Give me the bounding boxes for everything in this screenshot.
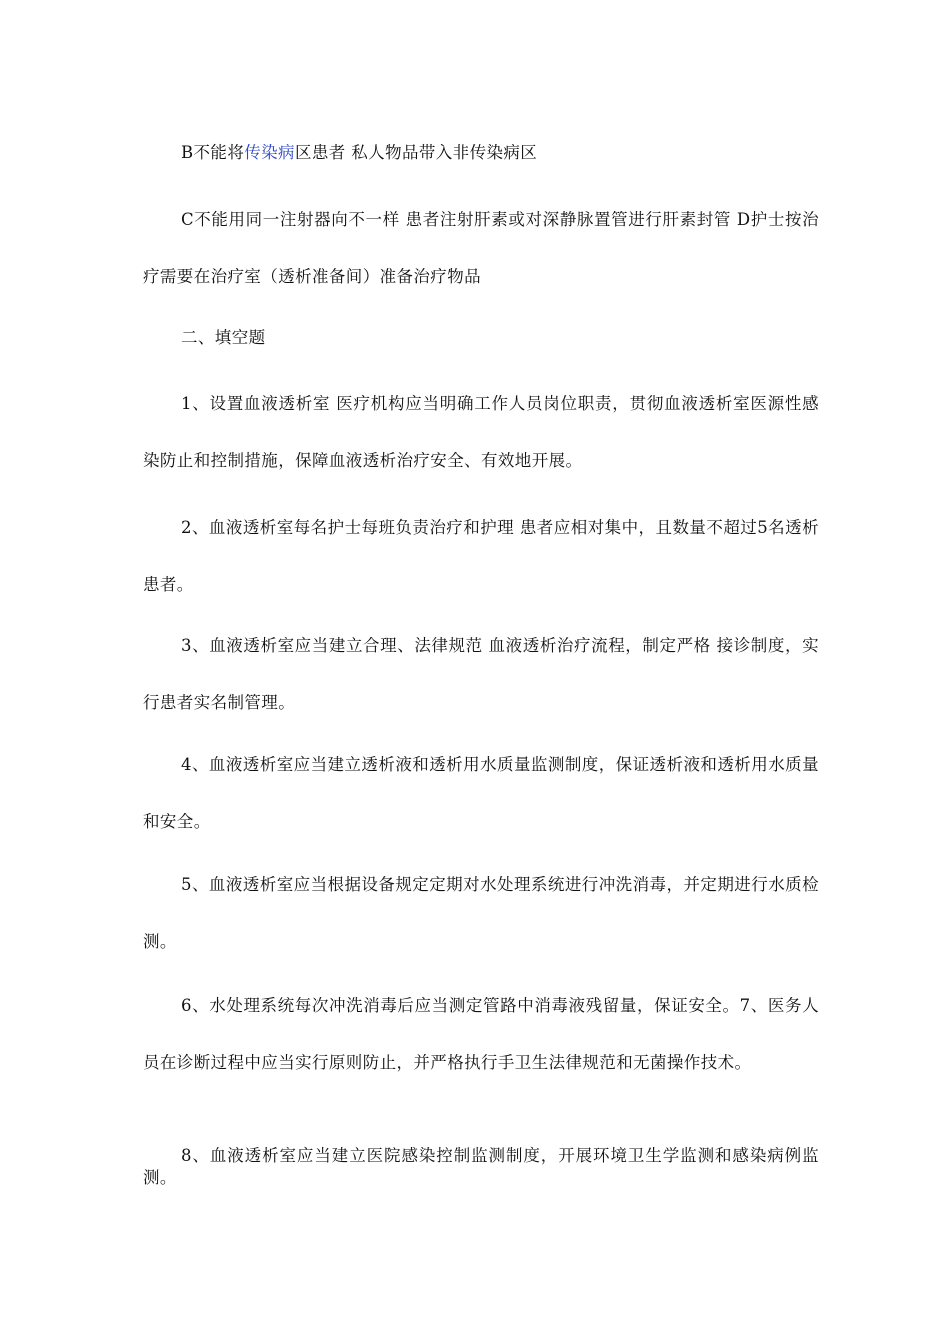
paragraph-c: C不能用同一注射器向不一样 患者注射肝素或对深静脉置管进行肝素封管 D护士按治疗需要在治疗室（透析准备间）准备治疗物品 [143,210,819,286]
item-5: 5、血液透析室应当根据设备规定定期对水处理系统进行冲洗消毒，并定期进行水质检测。 [143,875,819,951]
paragraph-b [143,124,819,181]
item-8: 8、血液透析室应当建立医院感染控制监测制度，开展环境卫生学监测和感染病例监测。 [143,1146,819,1187]
item-2: 2、血液透析室每名护士每班负责治疗和护理 患者应相对集中，且数量不超过5名透析患者。 [143,518,819,594]
section-title: 二、填空题 [181,328,266,347]
item-4: 4、血液透析室应当建立透析液和透析用水质量监测制度，保证透析液和透析用水质量和安全。 [143,755,819,831]
item-6-7: 6、水处理系统每次冲洗消毒后应当测定管路中消毒液残留量，保证安全。7、医务人员在诊断过程中应当实行原则防止，并严格执行手卫生法律规范和无菌操作技术。 [143,996,819,1072]
item-1: 1、设置血液透析室 医疗机构应当明确工作人员岗位职责，贯彻血液透析室医源性感染防止和控制措施，保障血液透析治疗安全、有效地开展。 [143,394,819,470]
paragraph-b-suffix: 区患者 私人物品带入非传染病区 [294,143,538,162]
infectious-disease-link[interactable]: 传染病 [244,143,295,162]
item-3: 3、血液透析室应当建立合理、法律规范 血液透析治疗流程，制定严格 接诊制度，实行患者实名制管理。 [143,636,819,712]
paragraph-b-prefix: B不能将 [181,143,245,162]
